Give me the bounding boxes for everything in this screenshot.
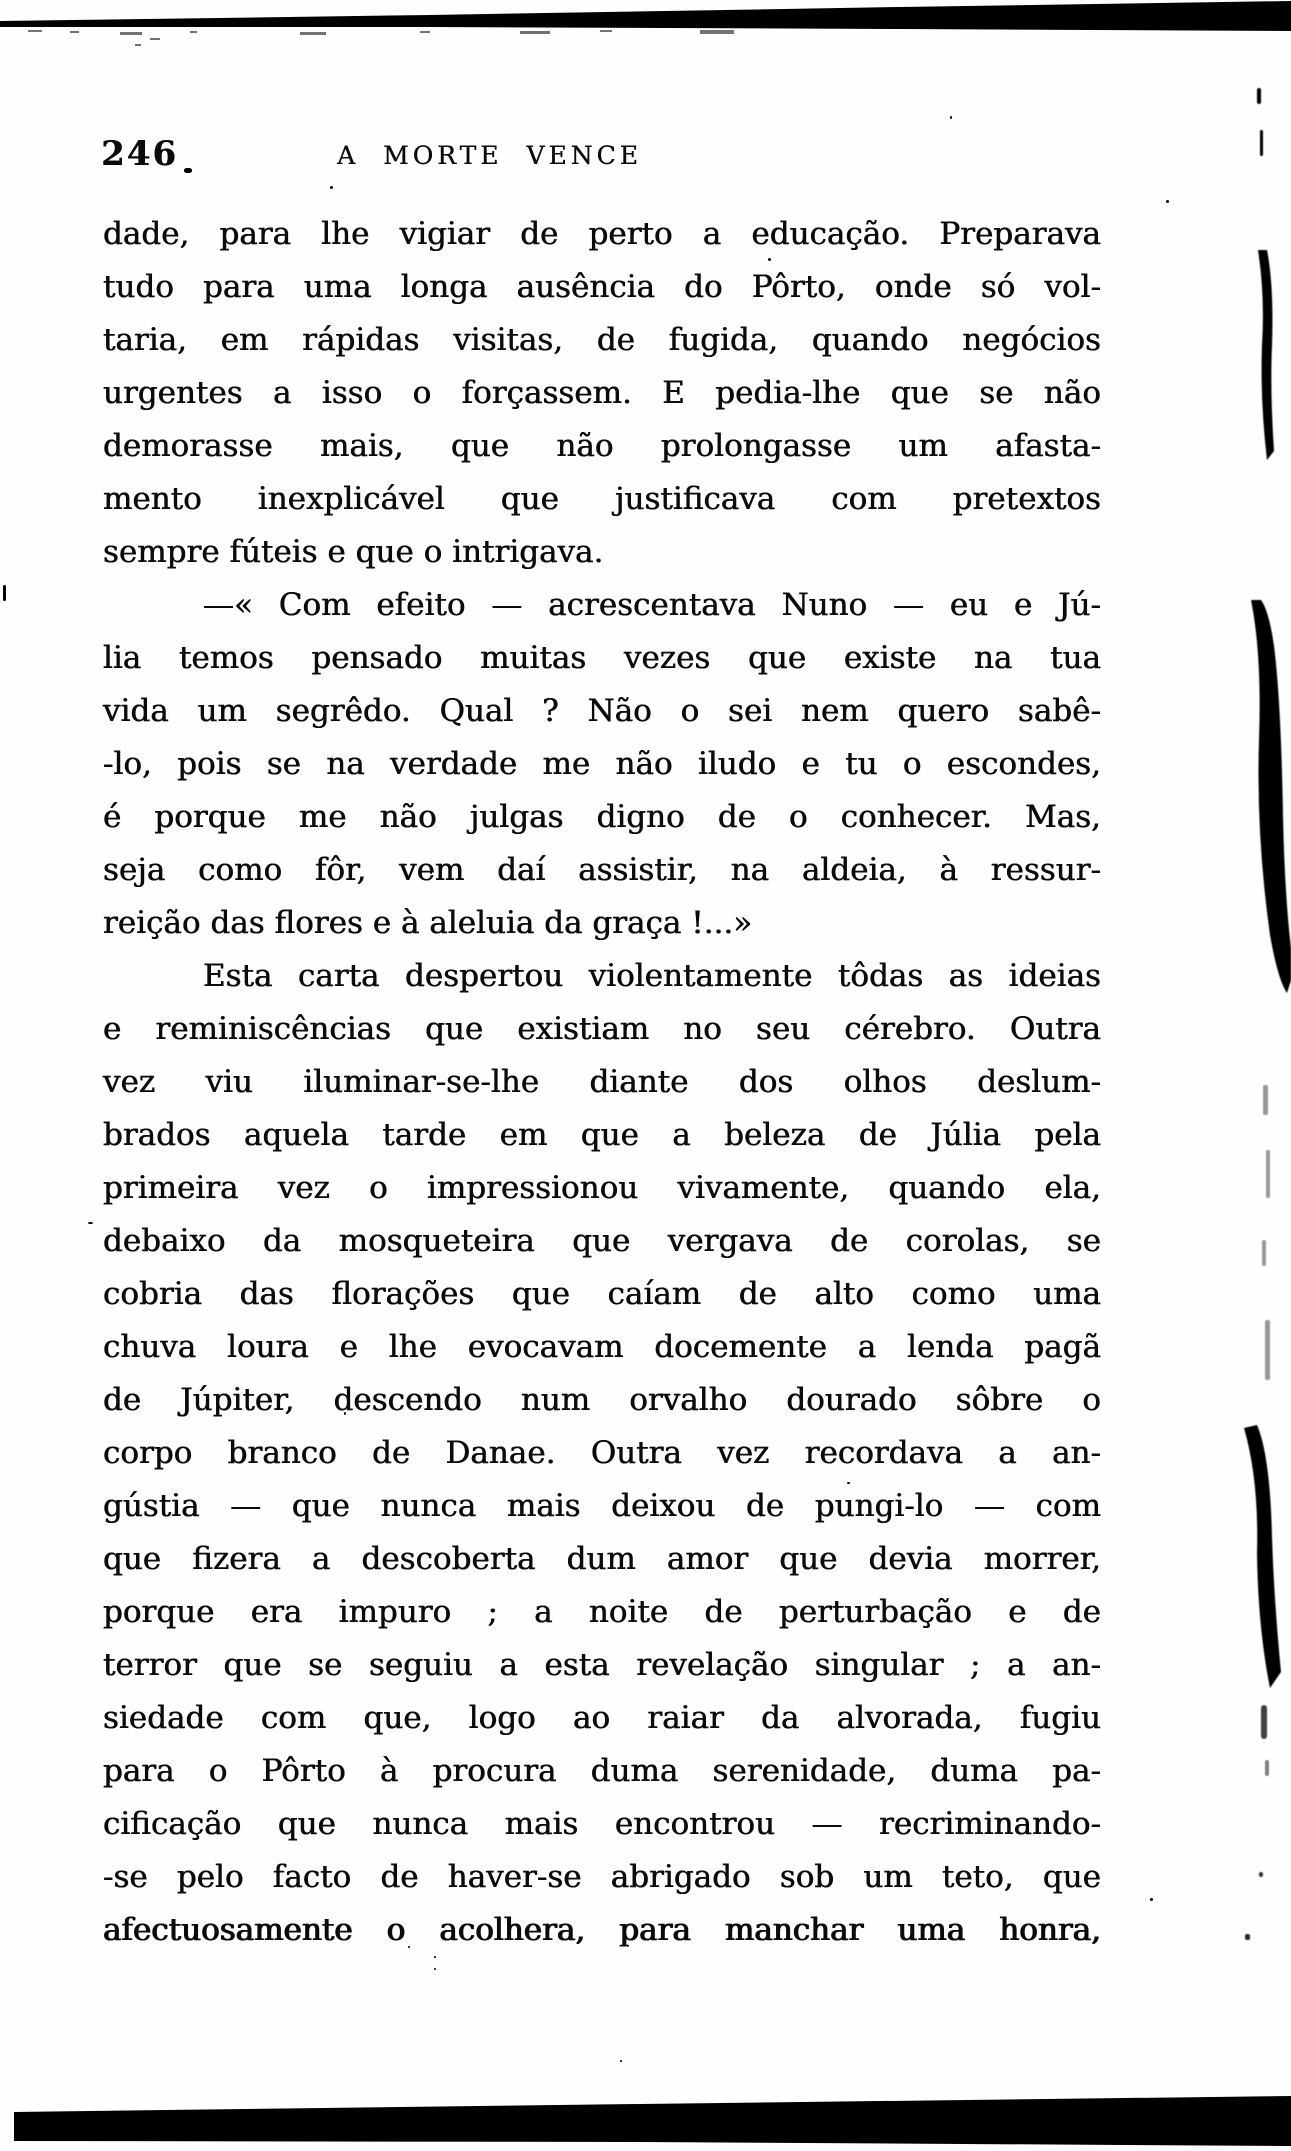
text-line: —« Com efeito — acrescentava Nuno — eu e Jú- (203, 587, 1101, 623)
scan-speckle (1150, 1898, 1153, 1901)
text-line: seja como fôr, vem daí assistir, na aldeia, à ressur- (103, 852, 1101, 888)
running-title: A MORTE VENCE (337, 141, 642, 170)
scan-binding-streaks (1231, 0, 1291, 2151)
scan-speckle (950, 116, 952, 119)
text-line: demorasse mais, que não prolongasse um afasta- (103, 428, 1101, 464)
text-line: para o Pôrto à procura duma serenidade, duma pa- (103, 1753, 1101, 1789)
text-line: de Júpiter, descendo num orvalho dourado sôbre o (103, 1382, 1101, 1418)
scan-speckle (1166, 200, 1169, 203)
text-line: debaixo da mosqueteira que vergava de corolas, se (103, 1223, 1101, 1259)
text-line: cobria das florações que caíam de alto como uma (103, 1276, 1101, 1312)
text-line: -lo, pois se na verdade me não iludo e tu o escondes, (103, 746, 1101, 782)
text-line: vida um segrêdo. Qual ? Não o sei nem quero sabê- (103, 693, 1101, 729)
text-line: urgentes a isso o forçassem. E pedia-lhe que se não (103, 375, 1101, 411)
text-line: afectuosamente o acolhera, para manchar uma honra, (103, 1912, 1101, 1948)
text-line: siedade com que, logo ao raiar da alvorada, fugiu (103, 1700, 1101, 1736)
text-line: mento inexplicável que justificava com pretextos (103, 481, 1101, 517)
scan-speckle (434, 1968, 436, 1970)
text-line: chuva loura e lhe evocavam docemente a lenda pagã (103, 1329, 1101, 1365)
text-line: que fizera a descoberta dum amor que devia morrer, (103, 1541, 1101, 1577)
text-line: lia temos pensado muitas vezes que existe na tua (103, 640, 1101, 676)
page-number: 246 (101, 134, 178, 174)
text-line: taria, em rápidas visitas, de fugida, quando negócios (103, 322, 1101, 358)
text-line: porque era impuro ; a noite de perturbação e de (103, 1594, 1101, 1630)
scan-edge-bottom (0, 2093, 1291, 2151)
text-line: reição das flores e à aleluia da graça !...» (103, 905, 753, 941)
text-line: tudo para uma longa ausência do Pôrto, onde só vol- (103, 269, 1101, 305)
text-line: dade, para lhe vigiar de perto a educação. Preparava (103, 216, 1101, 252)
text-line: -se pelo facto de haver-se abrigado sob um teto, que (103, 1859, 1101, 1895)
scan-speckle (330, 186, 333, 189)
text-line: é porque me não julgas digno de o conhecer. Mas, (103, 799, 1101, 835)
scan-speckle (620, 2060, 622, 2062)
scan-edge-top (0, 0, 1291, 48)
text-block (103, 208, 1101, 1957)
text-line: terror que se seguiu a esta revelação singular ; a an- (103, 1647, 1101, 1683)
text-line: e reminiscências que existiam no seu cérebro. Outra (103, 1011, 1101, 1047)
text-line: cificação que nunca mais encontrou — recriminando- (103, 1806, 1101, 1842)
text-line: brados aquela tarde em que a beleza de Júlia pela (103, 1117, 1101, 1153)
scan-speckle (88, 1222, 93, 1224)
text-line: gústia — que nunca mais deixou de pungi-lo — com (103, 1488, 1101, 1524)
text-line: vez viu iluminar-se-lhe diante dos olhos deslum- (103, 1064, 1101, 1100)
text-line: Esta carta despertou violentamente tôdas as ideias (203, 958, 1101, 994)
scan-speckle (3, 585, 6, 601)
text-line: primeira vez o impressionou vivamente, quando ela, (103, 1170, 1101, 1206)
scan-speckle (184, 168, 192, 173)
text-line: corpo branco de Danae. Outra vez recordava a an- (103, 1435, 1101, 1471)
text-line: sempre fúteis e que o intrigava. (103, 534, 604, 570)
